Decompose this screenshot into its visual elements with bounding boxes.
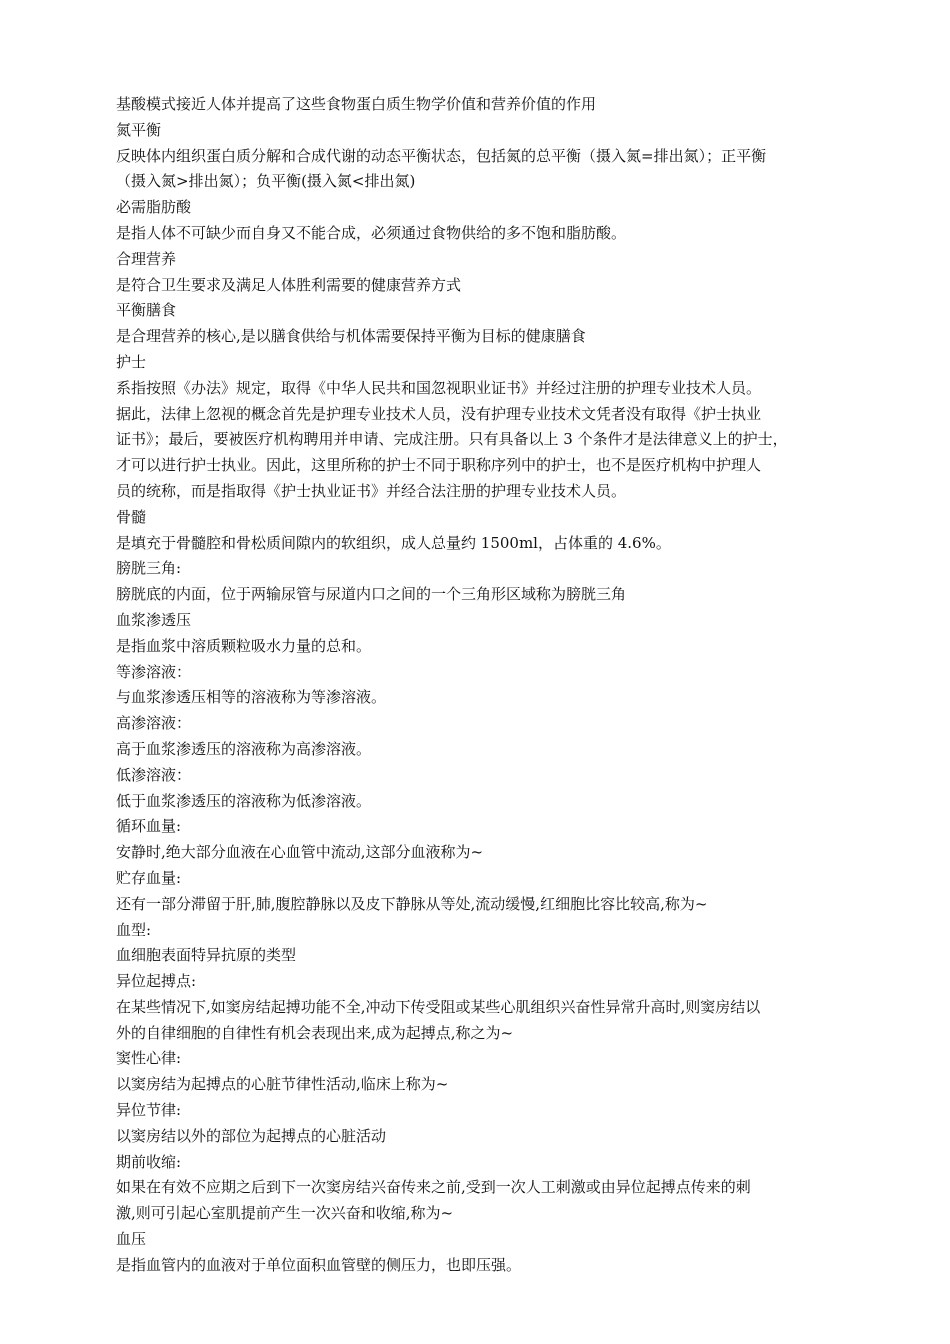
term-heading: 膀胱三角: — [116, 559, 182, 578]
definition-line: 激,则可引起心室肌提前产生一次兴奋和收缩,称为~ — [116, 1204, 454, 1223]
definition-line: 是指血管内的血液对于单位面积血管壁的侧压力，也即压强。 — [116, 1255, 522, 1274]
term-heading: 窦性心律: — [116, 1049, 182, 1068]
term-heading: 血压 — [116, 1230, 147, 1249]
term-heading: 期前收缩: — [116, 1152, 182, 1171]
definition-line: 以窦房结为起搏点的心脏节律性活动,临床上称为~ — [116, 1075, 449, 1094]
term-heading: 高渗溶液： — [116, 714, 192, 733]
definition-line: 反映体内组织蛋白质分解和合成代谢的动态平衡状态，包括氮的总平衡（摄入氮=排出氮）；正平衡 — [116, 146, 767, 165]
term-heading: 异位起搏点: — [116, 972, 197, 991]
term-heading: 平衡膳食 — [116, 301, 177, 320]
term-heading: 异位节律: — [116, 1101, 182, 1120]
definition-line: 据此，法律上忽视的概念首先是护理专业技术人员，没有护理专业技术文凭者没有取得《护士执业 — [116, 404, 762, 423]
term-heading: 必需脂肪酸 — [116, 198, 192, 217]
definition-line: 以窦房结以外的部位为起搏点的心脏活动 — [116, 1126, 387, 1145]
definition-line: 是指人体不可缺少而自身又不能合成，必须通过食物供给的多不饱和脂肪酸。 — [116, 223, 627, 242]
definition-line: 在某些情况下,如窦房结起搏功能不全,冲动下传受阻或某些心肌组织兴奋性异常升高时,则窦房结以 — [116, 997, 761, 1016]
definition-line: 如果在有效不应期之后到下一次窦房结兴奋传来之前,受到一次人工刺激或由异位起搏点传来的刺 — [116, 1178, 751, 1197]
definition-line: 才可以进行护士执业。因此，这里所称的护士不同于职称序列中的护士，也不是医疗机构中护理人 — [116, 456, 762, 475]
definition-line: 外的自律细胞的自律性有机会表现出来,成为起搏点,称之为~ — [116, 1023, 514, 1042]
definition-line: 安静时,绝大部分血液在心血管中流动,这部分血液称为~ — [116, 843, 484, 862]
term-heading: 护士 — [116, 352, 147, 371]
definition-line: 低于血浆渗透压的溶液称为低渗溶液。 — [116, 791, 372, 810]
document-page — [116, 92, 840, 1279]
term-heading: 低渗溶液： — [116, 765, 192, 784]
term-heading: 骨髓 — [116, 507, 147, 526]
term-heading: 血浆渗透压 — [116, 610, 192, 629]
definition-line: 膀胱底的内面，位于两输尿管与尿道内口之间的一个三角形区域称为膀胱三角 — [116, 585, 627, 604]
definition-line: 是指血浆中溶质颗粒吸水力量的总和。 — [116, 636, 372, 655]
definition-line: 是合理营养的核心,是以膳食供给与机体需要保持平衡为目标的健康膳食 — [116, 327, 586, 346]
term-heading: 血型: — [116, 920, 152, 939]
term-heading: 循环血量: — [116, 817, 182, 836]
definition-line: （摄入氮>排出氮）；负平衡(摄入氮<排出氮) — [116, 172, 416, 191]
definition-line: 基酸模式接近人体并提高了这些食物蛋白质生物学价值和营养价值的作用 — [116, 95, 597, 113]
term-heading: 等渗溶液： — [116, 662, 192, 681]
term-heading: 氮平衡 — [116, 120, 162, 139]
definition-line: 血细胞表面特异抗原的类型 — [116, 946, 297, 965]
definition-line: 还有一部分滞留于肝,肺,腹腔静脉以及皮下静脉从等处,流动缓慢,红细胞比容比较高,称为~ — [116, 894, 708, 913]
definition-line: 是符合卫生要求及满足人体胜利需要的健康营养方式 — [116, 275, 462, 294]
definition-line: 与血浆渗透压相等的溶液称为等渗溶液。 — [116, 688, 387, 707]
definition-line: 高于血浆渗透压的溶液称为高渗溶液。 — [116, 739, 372, 758]
definition-line: 员的统称，而是指取得《护士执业证书》并经合法注册的护理专业技术人员。 — [116, 481, 627, 500]
term-heading: 贮存血量: — [116, 868, 182, 887]
definition-line: 证书》；最后，要被医疗机构聘用并申请、完成注册。只有具备以上 3 个条件才是法律意义上的护士， — [116, 430, 788, 449]
definition-line: 是填充于骨髓腔和骨松质间隙内的软组织，成人总量约 1500ml，占体重的 4.6%。 — [116, 533, 671, 552]
term-heading: 合理营养 — [116, 249, 177, 268]
definition-line: 系指按照《办法》规定，取得《中华人民共和国忽视职业证书》并经过注册的护理专业技术人员。 — [116, 378, 762, 397]
